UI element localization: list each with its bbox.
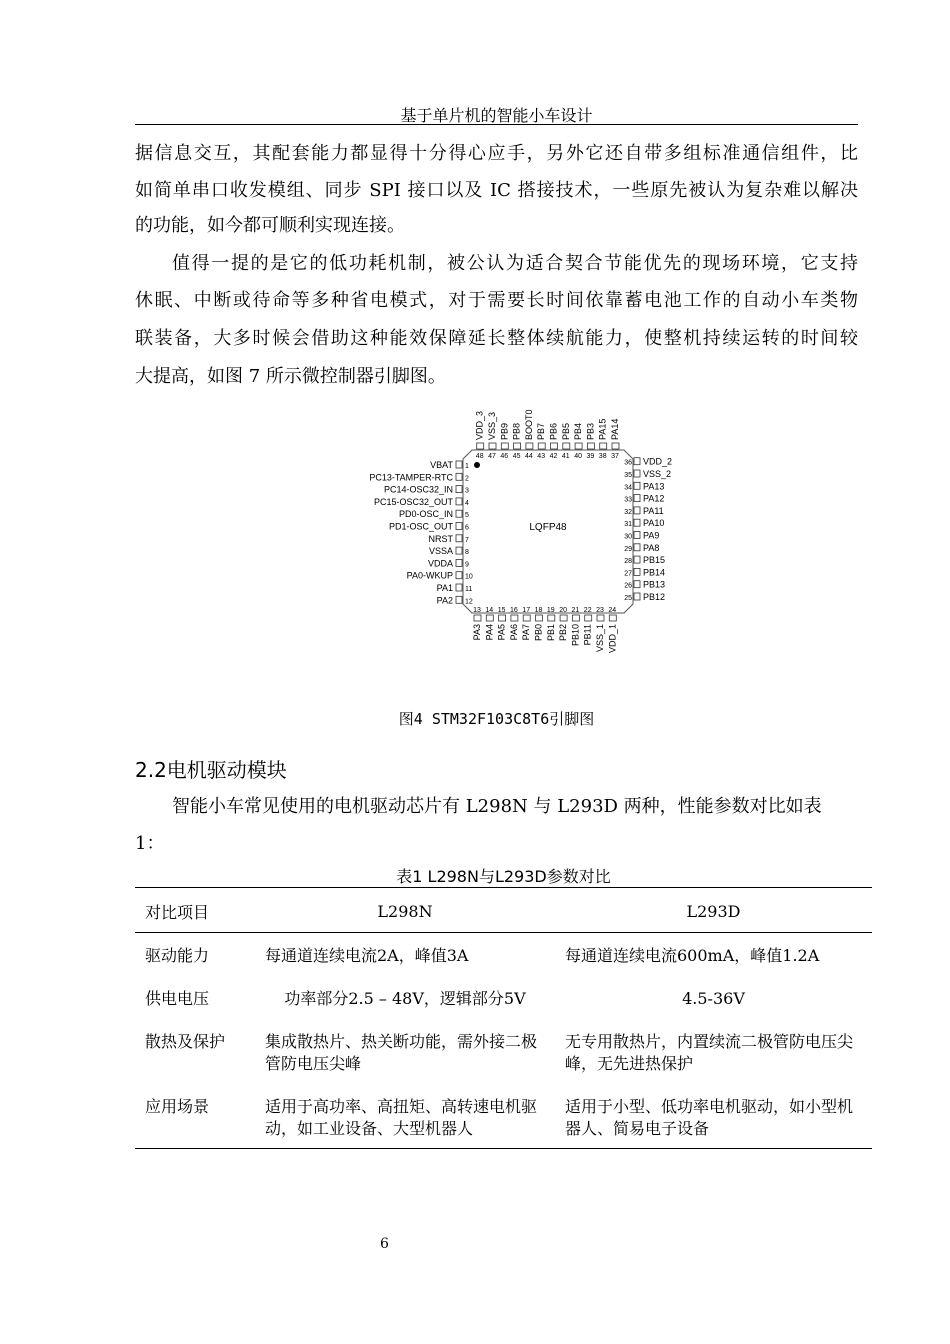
pin-number: 42 [549,453,558,460]
pin-label: PA15 [597,418,608,440]
pin-pad [551,443,558,449]
body-line: 智能小车常见使用的电机驱动芯片有 L298N 与 L293D 两种，性能参数对比如表 [172,796,822,817]
pin-label: PB14 [643,567,666,578]
pin-number: 33 [624,496,632,504]
table-cell: 每通道连续电流2A，峰值3A [265,946,469,965]
page-number: 6 [380,1236,389,1252]
pin-number: 21 [571,607,580,614]
pin-label: VSS_3 [487,411,497,440]
pin-label: PA6 [508,624,519,641]
pin-number: 23 [596,607,604,614]
pin-pad [486,615,493,621]
pin-number: 35 [624,472,632,479]
pin-number: 26 [624,582,632,590]
pin-label: NRST [428,533,453,544]
pin-pad [634,593,640,600]
pin-pad [634,482,640,489]
pin-number: 10 [465,573,473,581]
pin-label: PB12 [643,592,666,602]
table-caption: 表1 L298N与L293D参数对比 [396,867,611,886]
pin-pad [600,443,607,449]
package-label: LQFP48 [529,522,567,533]
pin-pad [587,443,594,449]
column-header: L293D [555,888,872,933]
pin-label: PB4 [573,422,584,440]
pin-number: 13 [473,607,481,614]
pin-number: 4 [465,499,469,507]
pin-number: 2 [465,475,469,483]
table-row [135,976,872,1019]
pin-label: VSS_2 [643,469,672,479]
pin-label: VBAT [430,460,453,470]
body-line: 如简单串口收发模组、同步 SPI 接口以及 IC 搭接技术，一些原先被认为复杂难以解决 [135,180,858,201]
body-line: 据信息交互，其配套能力都显得十分得心应手，另外它还自带多组标准通信组件，比 [135,143,858,164]
pin-label: PB8 [511,422,522,440]
pin-number: 12 [465,598,473,606]
pin-label: PC15-OSC32_OUT [373,496,453,507]
pin-number: 29 [624,545,632,553]
pin-label: PA1 [436,583,453,593]
pin-number: 22 [583,607,592,614]
pin-number: 28 [624,558,632,566]
pin-pad [489,443,496,449]
table-cell: 适用于小型、低功率电机驱动，如小型机器人、简易电子设备 [555,1084,872,1149]
pin-pad [514,443,521,449]
pin-label: PA8 [643,542,660,553]
table-cell: 驱动能力 [145,946,210,965]
pin-number: 14 [485,607,494,614]
pin-pad [456,486,462,493]
pin-pad [456,572,462,579]
pin-number: 47 [488,453,496,460]
pin-label: PB0 [533,624,544,642]
pin-number: 34 [624,484,632,492]
pin-number: 24 [608,607,617,614]
pin-label: PB5 [560,422,571,440]
pin-label: PA4 [484,624,495,641]
pin-pad [536,615,543,621]
table-cell: 集成散热片、热关断功能，需外接二极管防电压尖峰 [265,1032,538,1073]
pin-pad [634,568,640,575]
pin-pad [634,470,640,477]
pin-label: PC13-TAMPER-RTC [369,472,453,483]
pin-label: VDD_1 [607,624,618,654]
pin-label: PB13 [643,579,666,590]
pin-pad [456,559,462,566]
pin-label: PB1 [545,624,556,642]
pin-pad [538,443,545,449]
pin-label: PA10 [643,518,665,529]
table-cell: 散热及保护 [145,1032,226,1051]
pin-number: 16 [510,607,518,614]
figure-caption: 图4 STM32F103C8T6引脚图 [398,710,595,728]
pin-label: PB6 [548,422,559,440]
body-line: 大提高，如图 7 所示微控制器引脚图。 [135,366,446,387]
table-cell: 适用于高功率、高扭矩、高转速电机驱动，如工业设备、大型机器人 [255,1084,555,1149]
pin-pad [474,615,481,621]
pin-label: PA0-WKUP [406,570,453,581]
pin-label: PD0-OSC_IN [398,509,453,520]
pin-pad [634,507,640,514]
pin-pad [456,498,462,505]
pin-number: 37 [611,453,619,460]
pin-number: 17 [522,607,531,614]
pin-label: PC14-OSC32_IN [383,484,453,495]
comparison-table [135,887,872,1149]
pin-number: 30 [624,533,632,541]
pin-number: 15 [497,607,506,614]
table-cell: 无专用散热片，内置续流二极管防电压尖峰，无先进热保护 [565,1032,854,1073]
pin-label: PB15 [643,555,666,566]
pin-label: PA14 [610,418,620,440]
pin-pad [511,615,518,621]
pin-label: PA2 [436,595,453,606]
pin-number: 39 [586,453,595,460]
pin-label: VSSA [428,546,453,557]
pin-number: 32 [624,508,632,516]
body-line: 的功能，如今都可顺利实现连接。 [135,215,405,236]
pin-pad [456,596,462,603]
pin-number: 5 [465,512,469,520]
pin-number: 45 [512,453,521,460]
pin-label: PB9 [499,422,510,440]
pin-pad [456,584,462,591]
pin-label: VDDA [427,558,453,569]
pin-label: PB3 [585,422,596,440]
pin-label: PA9 [643,530,660,541]
table-header-row [135,888,872,933]
pin-label: VDD_3 [474,410,485,440]
pin-pad [634,581,640,588]
body-line: 1： [135,833,165,854]
table-row [135,1084,872,1149]
table-row [135,933,872,977]
pin-number: 8 [465,549,469,557]
pin-number: 44 [525,453,533,460]
pin-pad [456,473,462,480]
pin-label: PB11 [582,624,593,646]
pin-pad [560,615,567,621]
pin-pad [634,544,640,551]
pin-number: 3 [465,487,469,495]
pin-number: 11 [465,586,473,593]
pin-label: PB10 [570,624,581,647]
pin-pad [456,523,462,530]
pin-pad [523,615,530,621]
pin-number: 36 [624,459,632,467]
running-header: 基于单片机的智能小车设计 [400,106,593,125]
pin-number: 20 [559,607,567,614]
pin-number: 6 [465,524,469,532]
section-heading: 2.2电机驱动模块 [135,758,287,782]
pin-number: 9 [465,561,469,569]
pin-number: 46 [500,453,509,460]
pin-label: PB2 [558,624,569,642]
pin-pad [456,510,462,517]
pin-label: PA5 [496,624,507,641]
pin-number: 38 [598,453,607,460]
pin-pad [634,532,640,539]
pin-pad [634,556,640,563]
pin-pad [609,615,616,621]
pin-number: 25 [624,595,632,602]
table-cell: 4.5-36V [682,989,745,1008]
pin-label: PB7 [536,422,547,440]
body-line: 联装备，大多时候会借助这种能效保障延长整体续航能力，使整机持续运转的时间较 [135,328,858,349]
pin-pad [572,615,579,621]
pin-number: 48 [475,453,484,460]
pin-label: PA13 [643,481,665,492]
pin-pad [597,615,604,621]
pin-pad [585,615,592,621]
pin-number: 27 [624,570,632,578]
pin-number: 43 [537,453,546,460]
pin-pad [456,535,462,542]
column-header: L298N [255,888,555,933]
pin-pad [456,461,462,468]
pin-pad [634,458,640,465]
pin-number: 31 [624,521,632,529]
pin-pad [501,443,508,449]
pin-label: PA3 [472,624,482,641]
pin-pad [634,495,640,502]
pin-number: 1 [465,463,469,470]
body-line: 休眠、中断或待命等多种省电模式，对于需要长时间依靠蓄电池工作的自动小车类物 [135,290,858,311]
pin-pad [477,443,484,449]
pin1-marker [474,462,480,468]
pin-pad [575,443,582,449]
pin-pad [526,443,533,449]
pin-pad [563,443,570,449]
pin-pad [634,519,640,526]
pin-number: 19 [546,607,555,614]
pin-pad [548,615,555,621]
pin-label: PA7 [521,624,532,641]
pin-number: 40 [574,453,582,460]
pin-number: 7 [465,536,469,544]
pin-label: PA12 [643,493,665,504]
body-line: 值得一提的是它的低功耗机制，被公认为适合契合节能优先的现场环境，它支持 [172,253,858,274]
column-header: 对比项目 [135,888,255,933]
pin-pad [499,615,506,621]
pin-pad [456,547,462,554]
pin-pad [612,443,619,449]
table-row [135,1019,872,1084]
pin-label: BOOT0 [523,409,534,440]
pin-label: VDD_2 [643,456,673,467]
pin-number: 18 [534,607,543,614]
table-cell: 供电电压 [145,989,210,1008]
pin-number: 41 [561,453,570,460]
pin-label: VSS_1 [595,624,605,653]
pin-label: PA11 [643,505,664,516]
table-cell: 每通道连续电流600mA，峰值1.2A [565,946,820,965]
pin-label: PD1-OSC_OUT [388,521,453,532]
table-cell: 应用场景 [135,1084,255,1149]
table-cell: 功率部分2.5 – 48V，逻辑部分5V [284,989,526,1008]
